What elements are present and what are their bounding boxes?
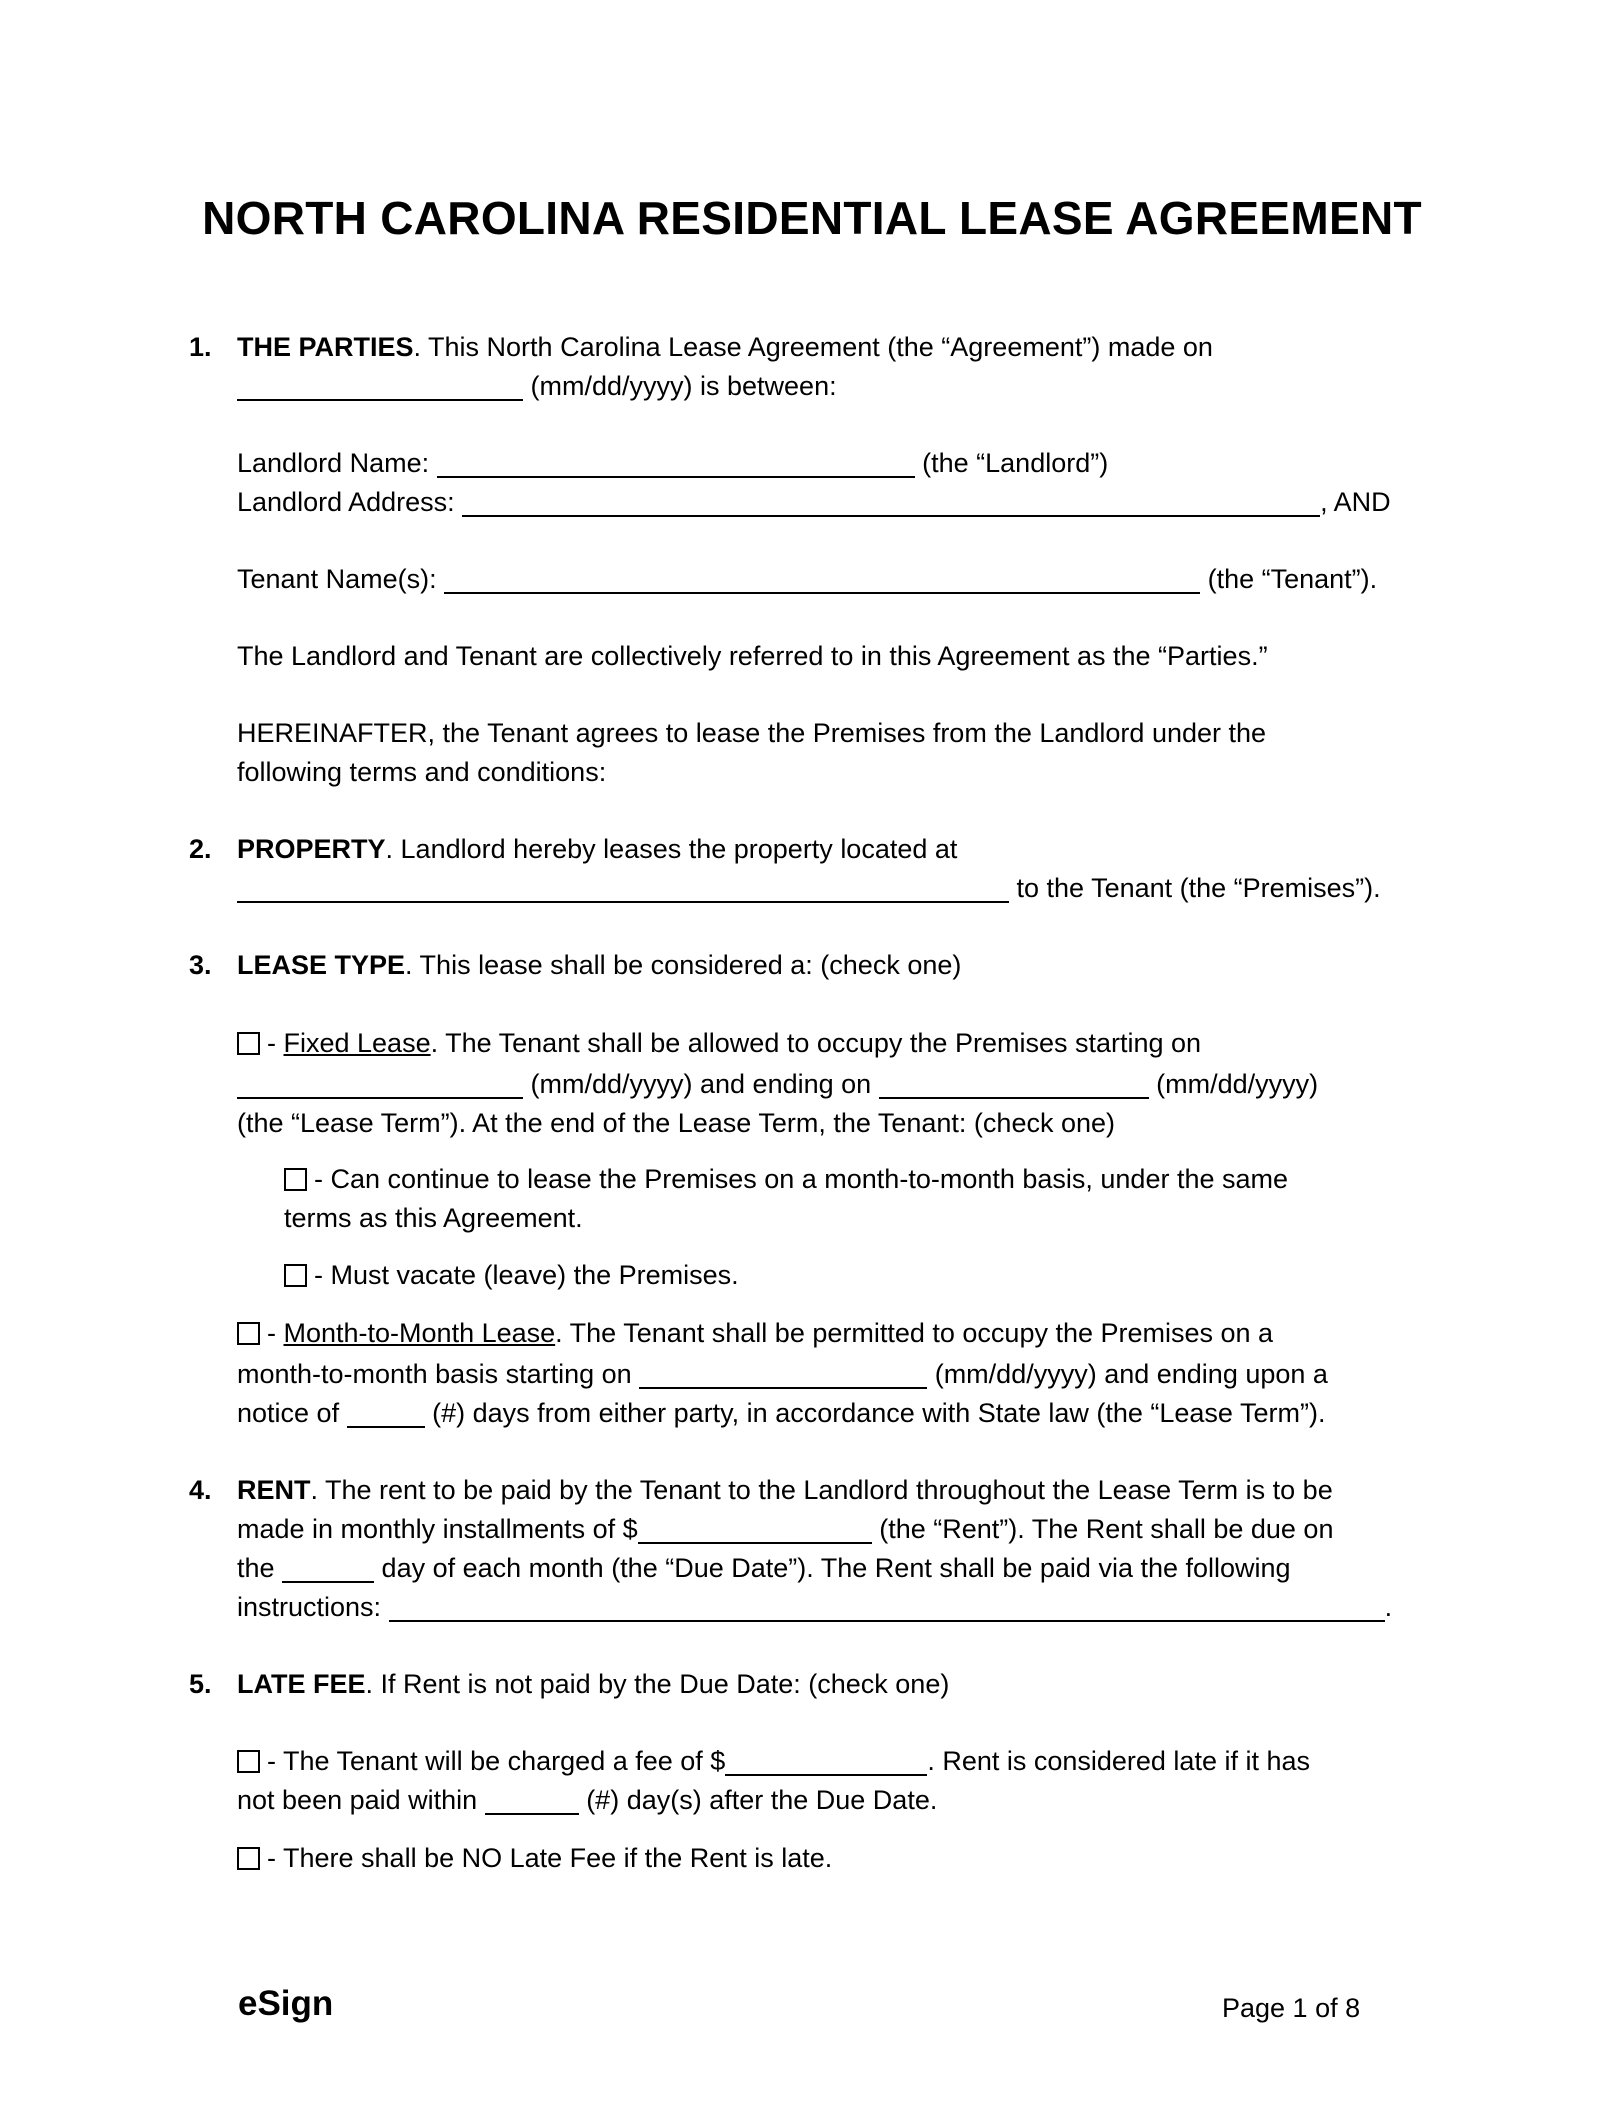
month-to-month-line-2: month-to-month basis starting on (mm/dd/yyyy) and ending upon a	[237, 1359, 1328, 1389]
month-to-month-row: - Month-to-Month Lease. The Tenant shall be permitted to occupy the Premises on a	[237, 1314, 1273, 1353]
rent-amount-field[interactable]	[638, 1514, 872, 1544]
section-3-number: 3.	[189, 950, 212, 980]
month-to-month-checkbox[interactable]	[237, 1322, 260, 1345]
section-1-line-1: THE PARTIES. This North Carolina Lease Agreement (the “Agreement”) made on	[237, 332, 1213, 362]
section-1-line-2: (mm/dd/yyyy) is between:	[237, 367, 837, 406]
due-day-field[interactable]	[282, 1553, 374, 1583]
page-number: Page 1 of 8	[1222, 1993, 1361, 2023]
late-fee-option-line-2: not been paid within (#) day(s) after the Due Date.	[237, 1785, 938, 1815]
month-to-month-label: Month-to-Month Lease	[283, 1318, 556, 1348]
parties-definition: The Landlord and Tenant are collectively referred to in this Agreement as the “Parties.”	[237, 641, 1268, 671]
section-5-heading: LATE FEE	[237, 1669, 366, 1699]
late-fee-amount-field[interactable]	[725, 1746, 927, 1776]
section-2-heading: PROPERTY	[237, 834, 386, 864]
continue-option-line-2: terms as this Agreement.	[284, 1203, 583, 1233]
tenant-name-row: Tenant Name(s): (the “Tenant”).	[237, 564, 1378, 594]
section-4-number: 4.	[189, 1475, 212, 1505]
payment-instructions-field[interactable]	[389, 1592, 1385, 1622]
section-4-heading: RENT	[237, 1475, 311, 1505]
fixed-lease-row: - Fixed Lease. The Tenant shall be allowed to occupy the Premises starting on	[237, 1024, 1201, 1063]
section-4-line-1: RENT. The rent to be paid by the Tenant to the Landlord throughout the Lease Term is to be	[237, 1475, 1333, 1505]
section-4-line-4: instructions: .	[237, 1592, 1393, 1622]
section-5-number: 5.	[189, 1669, 212, 1699]
landlord-name-row: Landlord Name: (the “Landlord”)	[237, 448, 1109, 478]
esign-logo: eSign	[238, 1984, 334, 2023]
landlord-address-field[interactable]	[462, 487, 1320, 517]
hereinafter-line-1: HEREINAFTER, the Tenant agrees to lease the Premises from the Landlord under the	[237, 718, 1267, 748]
section-4-line-2: made in monthly installments of $ (the “Rent”). The Rent shall be due on	[237, 1514, 1334, 1544]
continue-option-row: - Can continue to lease the Premises on a month-to-month basis, under the same	[284, 1160, 1288, 1199]
section-5-line-1: LATE FEE. If Rent is not paid by the Due Date: (check one)	[237, 1669, 950, 1699]
section-1-number: 1.	[189, 332, 212, 362]
late-fee-checkbox[interactable]	[237, 1750, 260, 1773]
section-2-number: 2.	[189, 834, 212, 864]
section-3-line-1: LEASE TYPE. This lease shall be considered a: (check one)	[237, 950, 962, 980]
fixed-start-date-field[interactable]	[237, 1069, 523, 1099]
hereinafter-line-2: following terms and conditions:	[237, 757, 607, 787]
mtm-start-date-field[interactable]	[639, 1359, 927, 1389]
no-late-fee-checkbox[interactable]	[237, 1847, 260, 1870]
property-address-field[interactable]	[237, 873, 1009, 903]
section-1-heading: THE PARTIES	[237, 332, 414, 362]
section-3-heading: LEASE TYPE	[237, 950, 406, 980]
continue-checkbox[interactable]	[284, 1168, 307, 1191]
vacate-checkbox[interactable]	[284, 1264, 307, 1287]
month-to-month-line-3: notice of (#) days from either party, in accordance with State law (the “Lease Term”).	[237, 1398, 1326, 1428]
fixed-lease-term-text: (the “Lease Term”). At the end of the Lease Term, the Tenant: (check one)	[237, 1108, 1116, 1138]
section-2-line-1: PROPERTY. Landlord hereby leases the property located at	[237, 834, 958, 864]
fixed-lease-checkbox[interactable]	[237, 1032, 260, 1055]
fixed-lease-dates-row: (mm/dd/yyyy) and ending on (mm/dd/yyyy)	[237, 1065, 1318, 1104]
document-title: NORTH CAROLINA RESIDENTIAL LEASE AGREEMENT	[202, 192, 1422, 244]
landlord-name-field[interactable]	[437, 448, 915, 478]
notice-days-field[interactable]	[347, 1398, 425, 1428]
fixed-end-date-field[interactable]	[879, 1069, 1149, 1099]
tenant-name-field[interactable]	[444, 564, 1200, 594]
vacate-option-row: - Must vacate (leave) the Premises.	[284, 1256, 739, 1295]
no-late-fee-row: - There shall be NO Late Fee if the Rent is late.	[237, 1839, 832, 1878]
section-2-line-2: to the Tenant (the “Premises”).	[237, 869, 1381, 908]
landlord-address-row: Landlord Address: , AND	[237, 487, 1391, 517]
agreement-date-field[interactable]	[237, 371, 523, 401]
late-fee-option-row: - The Tenant will be charged a fee of $ . Rent is considered late if it has	[237, 1742, 1310, 1781]
fixed-lease-label: Fixed Lease	[283, 1028, 431, 1058]
section-4-line-3: the day of each month (the “Due Date”). The Rent shall be paid via the following	[237, 1553, 1291, 1583]
grace-days-field[interactable]	[485, 1785, 579, 1815]
